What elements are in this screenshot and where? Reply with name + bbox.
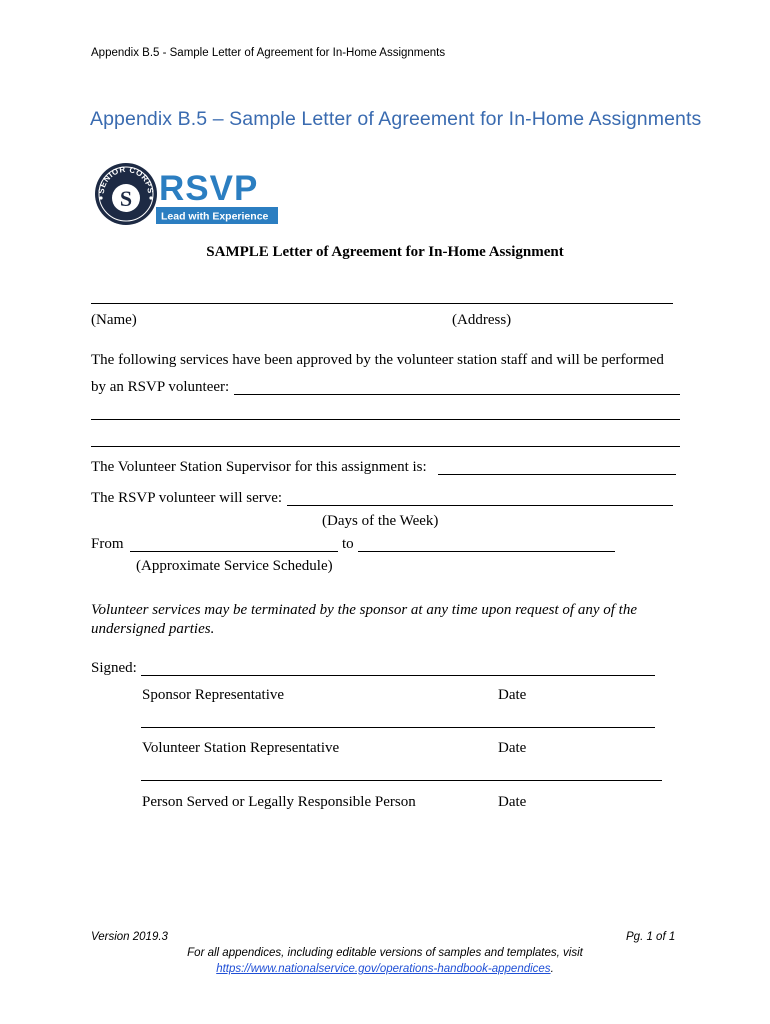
footer-link-suffix: .: [550, 963, 554, 975]
termination-line2: undersigned parties.: [91, 621, 215, 637]
svg-text:S: S: [119, 186, 133, 211]
sponsor-signature-field[interactable]: [141, 675, 655, 676]
to-field[interactable]: [358, 551, 615, 552]
footer-note: For all appendices, including editable versions of samples and templates, visit: [187, 947, 583, 959]
rsvp-logo: [92, 160, 282, 226]
brand-text: RSVP: [159, 169, 259, 208]
serve-days-field[interactable]: [287, 505, 673, 506]
signed-label: Signed:: [91, 660, 137, 676]
footer-link-line: [0, 963, 770, 975]
supervisor-field[interactable]: [438, 474, 676, 475]
services-field-3[interactable]: [91, 446, 680, 447]
tagline-text: Lead with Experience: [161, 210, 269, 223]
services-text-line1: The following services have been approved by the volunteer station staff and will be performed: [91, 352, 664, 368]
termination-line1: Volunteer services may be terminated by the sponsor at any time upon request of any of the: [91, 602, 637, 618]
serve-label: The RSVP volunteer will serve:: [91, 490, 283, 506]
person-served-date-label: Date: [498, 794, 527, 810]
running-header: Appendix B.5 - Sample Letter of Agreement for In-Home Assignments: [91, 47, 446, 59]
address-label: (Address): [452, 312, 512, 328]
services-text-line2: by an RSVP volunteer:: [91, 379, 230, 395]
from-field[interactable]: [130, 551, 338, 552]
station-date-label: Date: [498, 740, 527, 756]
services-field-1[interactable]: [234, 394, 680, 395]
sponsor-date-label: Date: [498, 687, 527, 703]
document-title: Appendix B.5 – Sample Letter of Agreement for In-Home Assignments: [90, 108, 702, 130]
station-role-label: Volunteer Station Representative: [142, 740, 340, 756]
schedule-label: (Approximate Service Schedule): [136, 558, 333, 574]
from-label: From: [91, 536, 124, 552]
seal-text: SENIOR CORPS: [96, 164, 156, 195]
name-label: (Name): [91, 312, 137, 328]
sponsor-role-label: Sponsor Representative: [142, 687, 285, 703]
station-signature-field[interactable]: [141, 727, 655, 728]
page-number: Pg. 1 of 1: [626, 931, 676, 943]
supervisor-label: The Volunteer Station Supervisor for this assignment is:: [91, 459, 427, 475]
letter-title: SAMPLE Letter of Agreement for In-Home Assignment: [206, 244, 564, 260]
days-label: (Days of the Week): [322, 513, 439, 529]
person-served-signature-field[interactable]: [141, 780, 662, 781]
to-label: to: [342, 536, 354, 552]
name-address-field[interactable]: [91, 303, 673, 304]
version-label: Version 2019.3: [91, 931, 168, 943]
person-served-role-label: Person Served or Legally Responsible Person: [142, 794, 416, 810]
appendices-link[interactable]: https://www.nationalservice.gov/operations-handbook-appendices: [216, 963, 551, 975]
services-field-2[interactable]: [91, 419, 680, 420]
rsvp-logo-graphic: [92, 160, 282, 226]
